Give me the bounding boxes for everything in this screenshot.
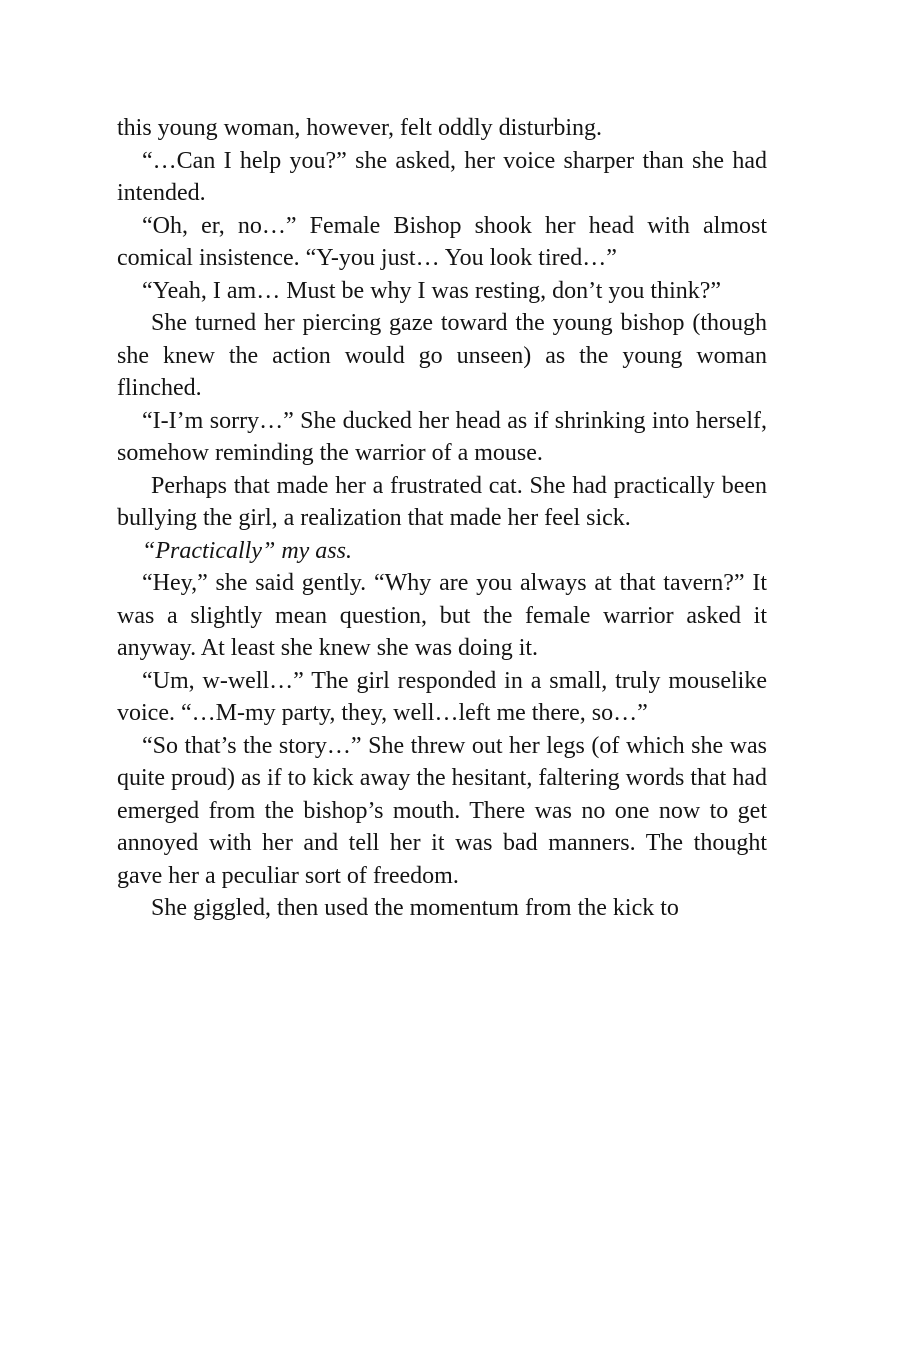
paragraph: “…Can I help you?” she asked, her voice sharper than she had intended. xyxy=(117,147,767,206)
paragraph: this young woman, however, felt oddly disturbing. xyxy=(117,115,602,141)
paragraph: Perhaps that made her a frustrated cat. She had practically been bullying the girl, a realization that made her feel sick. xyxy=(117,472,767,531)
paragraph: “Yeah, I am… Must be why I was resting, don’t you think?” xyxy=(142,277,722,304)
paragraph: “Um, w-well…” The girl responded in a small, truly mouselike voice. “…M-my party, they, well…left me there, so…” xyxy=(117,667,767,726)
paragraph: She turned her piercing gaze toward the young bishop (though she knew the action would go unseen) as the young woman flinched. xyxy=(117,310,767,401)
book-text-block xyxy=(117,112,767,925)
paragraph: “Hey,” she said gently. “Why are you always at that tavern?” It was a slightly mean question, but the female warrior asked it anyway. At least she knew she was doing it. xyxy=(117,570,767,661)
paragraph: “Oh, er, no…” Female Bishop shook her head with almost comical insistence. “Y-you just… You look tired…” xyxy=(117,212,767,271)
paragraph: She giggled, then used the momentum from the kick to xyxy=(151,895,679,921)
paragraph: “So that’s the story…” She threw out her legs (of which she was quite proud) as if to kick away the hesitant, faltering words that had emerged from the bishop’s mouth. There was no one now to get annoyed with her and tell her it was bad manners. The thought gave her a peculiar sort of freedom. xyxy=(117,732,767,889)
paragraph: “I-I’m sorry…” She ducked her head as if shrinking into herself, somehow reminding the warrior of a mouse. xyxy=(117,407,767,466)
paragraph-internal-thought: “Practically” my ass. xyxy=(142,537,352,564)
